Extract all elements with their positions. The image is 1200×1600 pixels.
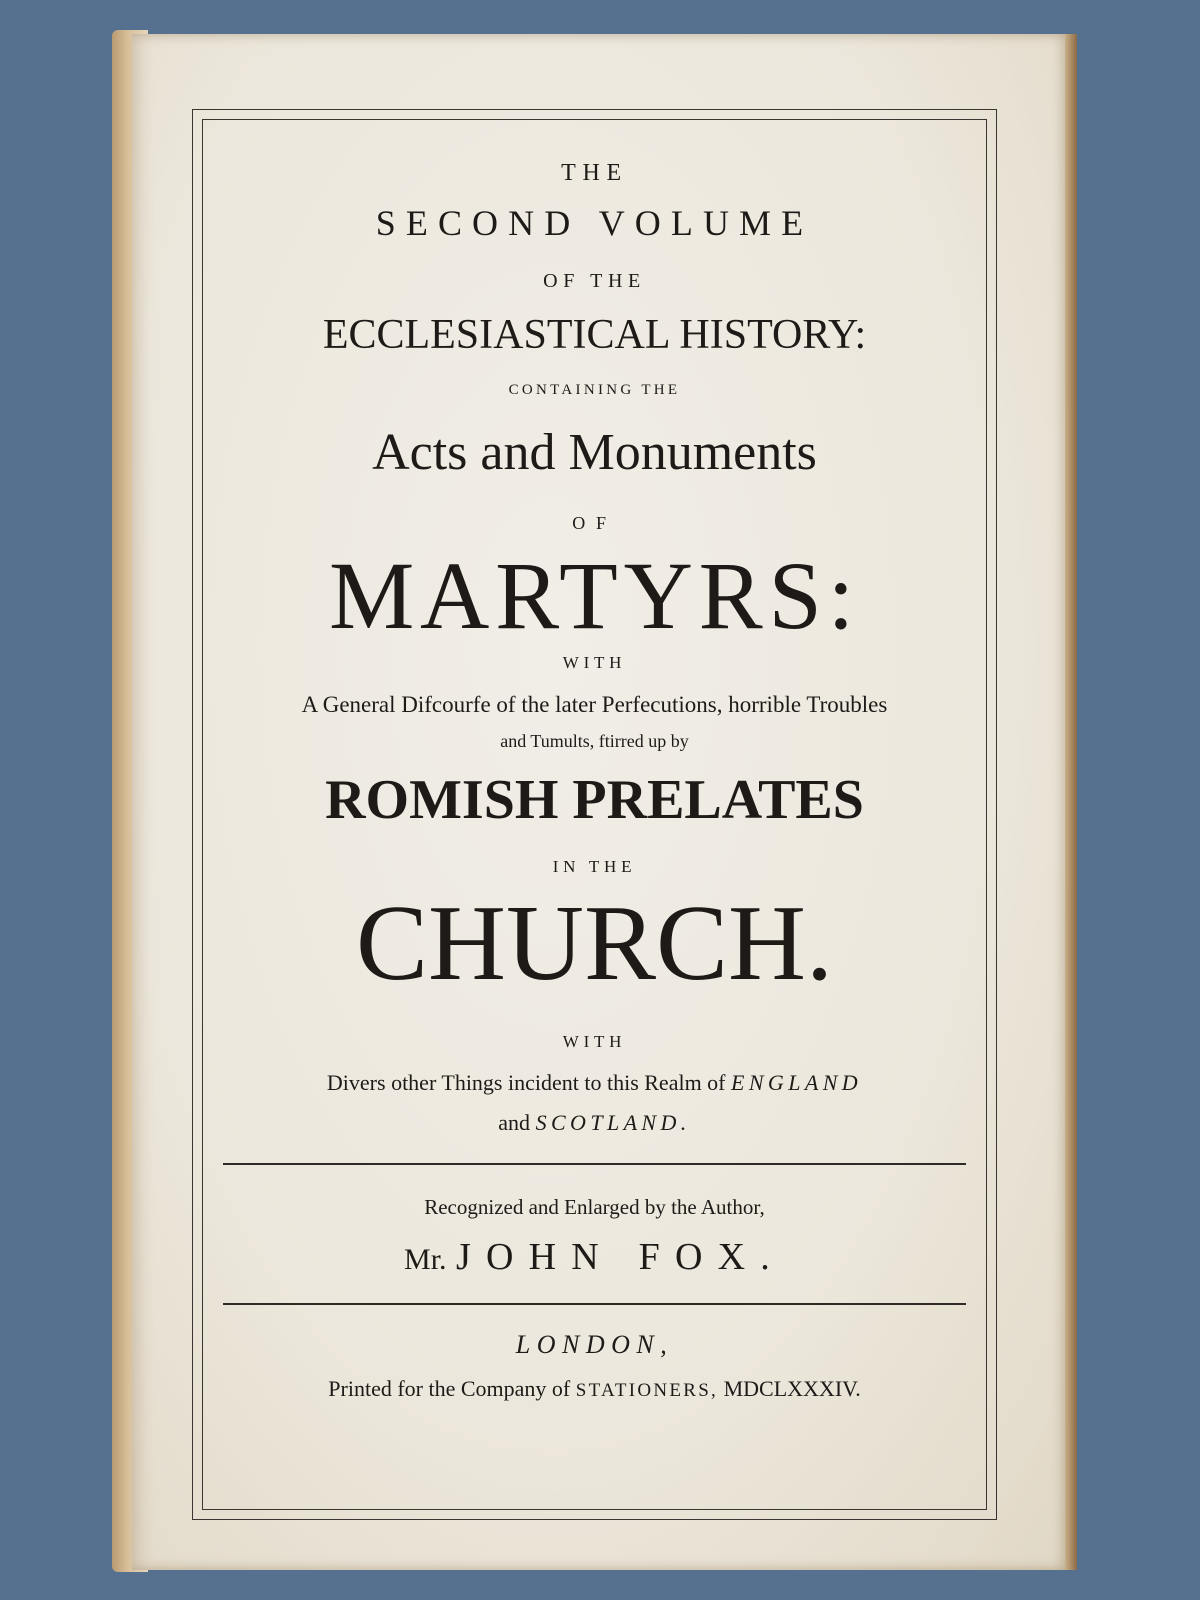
line-ecclesiastical-history: ECCLESIASTICAL HISTORY:	[322, 312, 867, 358]
line-england: ENGLAND	[731, 1070, 863, 1095]
line-church: CHURCH.	[355, 884, 834, 1003]
line-second-volume: SECOND VOLUME	[375, 203, 814, 243]
line-tumults: and Tumults, ftirred up by	[500, 731, 689, 751]
line-printed-for: Printed for the Company of	[328, 1376, 571, 1401]
line-scotland: SCOTLAND.	[535, 1110, 691, 1135]
line-containing-the: CONTAINING THE	[508, 382, 681, 398]
line-mr: Mr.	[404, 1243, 447, 1276]
line-stationers: STATIONERS,	[575, 1380, 719, 1401]
line-general-discourse: A General Difcourfe of the later Perfecutions, horrible Troubles	[301, 692, 888, 717]
line-recognized: Recognized and Enlarged by the Author,	[424, 1195, 765, 1219]
line-with-2: WITH	[562, 1032, 627, 1051]
line-with-1: WITH	[562, 653, 627, 672]
page-fore-edge	[1065, 34, 1077, 1570]
line-imprint	[203, 1376, 986, 1402]
line-the: THE	[561, 160, 628, 186]
page-border-inner	[202, 119, 987, 1510]
line-martyrs: MARTYRS:	[328, 542, 861, 649]
page-border-outer	[192, 109, 997, 1520]
line-divers-text: Divers other Things incident to this Realm of	[326, 1070, 726, 1095]
line-in-the: IN THE	[552, 857, 637, 876]
line-acts-and-monuments: Acts and Monuments	[372, 424, 817, 481]
line-and: and	[498, 1110, 531, 1135]
divider-rule-1	[223, 1163, 966, 1165]
line-of: OF	[572, 513, 617, 533]
line-date: MDCLXXXIV.	[723, 1376, 861, 1401]
title-page	[132, 34, 1067, 1570]
divider-rule-2	[223, 1303, 966, 1305]
line-romish-prelates: ROMISH PRELATES	[325, 769, 864, 831]
line-and-scotland	[203, 1110, 986, 1136]
line-author	[203, 1235, 986, 1279]
line-of-the: OF THE	[543, 270, 646, 292]
line-london: LONDON,	[515, 1330, 674, 1359]
line-divers-things	[203, 1070, 986, 1096]
line-john-fox: JOHN FOX.	[456, 1236, 785, 1278]
